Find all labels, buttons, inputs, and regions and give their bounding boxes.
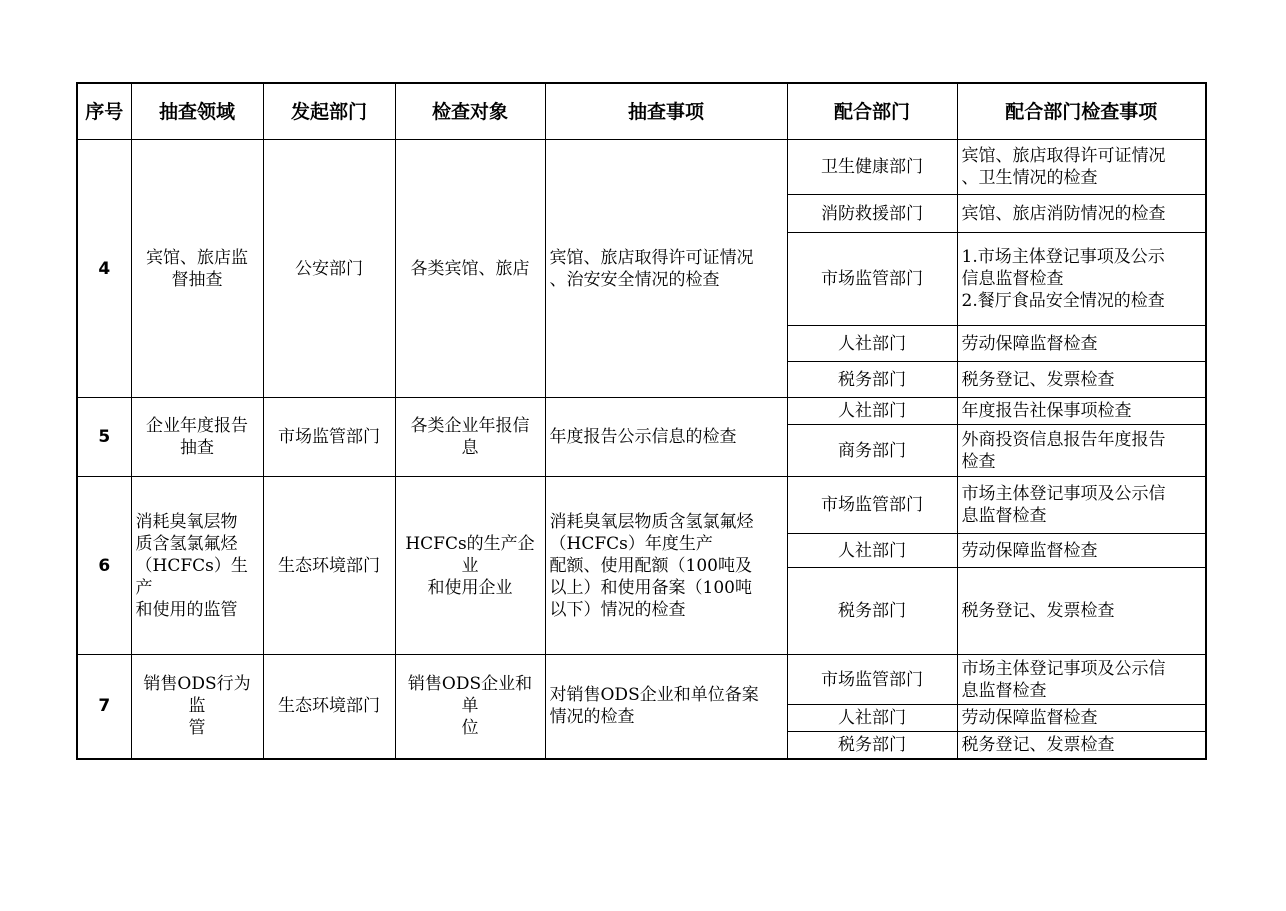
coop-check-cell: 税务登记、发票检查 <box>961 369 1115 390</box>
coop-check-cell: 劳动保障监督检查 <box>961 708 1098 728</box>
row-number: 7 <box>77 655 131 759</box>
object-cell: 各类企业年报信 息 <box>410 416 530 458</box>
item-cell: 宾馆、旅店取得许可证情况 、治安安全情况的检查 <box>549 247 754 290</box>
initiator-cell: 生态环境部门 <box>278 555 380 576</box>
header-field: 抽查领域 <box>131 83 263 140</box>
coop-dept-cell: 人社部门 <box>838 708 906 728</box>
table-row <box>77 477 1206 534</box>
header-row <box>77 83 1206 140</box>
coop-check-cell: 市场主体登记事项及公示信 息监督检查 <box>961 484 1166 526</box>
coop-dept-cell: 人社部门 <box>838 333 906 354</box>
row-number: 4 <box>77 140 131 398</box>
coop-check-cell: 年度报告社保事项检查 <box>961 401 1132 421</box>
inspection-table <box>76 82 1207 760</box>
coop-dept-cell: 市场监管部门 <box>821 669 923 690</box>
field-cell: 消耗臭氧层物 质含氢氯氟烃 （HCFCs）生产 和使用的监管 <box>135 511 248 620</box>
coop-dept-cell: 税务部门 <box>838 369 906 390</box>
coop-dept-cell: 市场监管部门 <box>821 495 923 515</box>
coop-dept-cell: 人社部门 <box>838 401 906 421</box>
coop-check-cell: 外商投资信息报告年度报告 检查 <box>961 429 1166 472</box>
initiator-cell: 公安部门 <box>295 258 363 279</box>
header-initiator: 发起部门 <box>263 83 395 140</box>
coop-check-cell: 宾馆、旅店取得许可证情况 、卫生情况的检查 <box>961 146 1166 188</box>
object-cell: HCFCs的生产企业 和使用企业 <box>405 533 535 598</box>
row-number: 5 <box>77 398 131 477</box>
coop-dept-cell: 税务部门 <box>838 734 906 755</box>
coop-check-cell: 劳动保障监督检查 <box>961 540 1098 561</box>
coop-check-cell: 劳动保障监督检查 <box>961 333 1098 354</box>
row-number: 6 <box>77 477 131 655</box>
table-row <box>77 140 1206 195</box>
field-cell: 销售ODS行为监 管 <box>143 674 251 739</box>
coop-dept-cell: 市场监管部门 <box>821 269 923 289</box>
initiator-cell: 市场监管部门 <box>278 427 380 447</box>
coop-check-cell: 税务登记、发票检查 <box>961 601 1115 621</box>
coop-dept-cell: 卫生健康部门 <box>821 157 923 177</box>
field-cell: 宾馆、旅店监 督抽查 <box>146 247 248 290</box>
header-coop-dept: 配合部门 <box>787 83 957 140</box>
item-cell: 年度报告公示信息的检查 <box>549 427 737 447</box>
coop-dept-cell: 消防救援部门 <box>821 203 923 224</box>
coop-dept-cell: 商务部门 <box>838 440 906 461</box>
header-object: 检查对象 <box>395 83 545 140</box>
table-row <box>77 398 1206 425</box>
coop-check-cell: 1.市场主体登记事项及公示 信息监督检查 2.餐厅食品安全情况的检查 <box>961 247 1165 311</box>
coop-check-cell: 税务登记、发票检查 <box>961 734 1115 755</box>
object-cell: 各类宾馆、旅店 <box>410 258 530 279</box>
coop-check-cell: 市场主体登记事项及公示信 息监督检查 <box>961 658 1166 701</box>
header-coop-check: 配合部门检查事项 <box>957 83 1206 140</box>
table-row <box>77 655 1206 705</box>
header-item: 抽查事项 <box>545 83 787 140</box>
coop-dept-cell: 人社部门 <box>838 540 906 561</box>
object-cell: 销售ODS企业和单 位 <box>407 674 533 739</box>
coop-dept-cell: 税务部门 <box>838 601 906 621</box>
header-no: 序号 <box>77 83 131 140</box>
item-cell: 消耗臭氧层物质含氢氯氟烃 （HCFCs）年度生产 配额、使用配额（100吨及 以上）和使用备案（100吨 以下）情况的检查 <box>549 511 754 620</box>
field-cell: 企业年度报告 抽查 <box>146 416 248 458</box>
coop-check-cell: 宾馆、旅店消防情况的检查 <box>961 203 1166 224</box>
item-cell: 对销售ODS企业和单位备案 情况的检查 <box>549 685 759 728</box>
initiator-cell: 生态环境部门 <box>278 696 380 717</box>
